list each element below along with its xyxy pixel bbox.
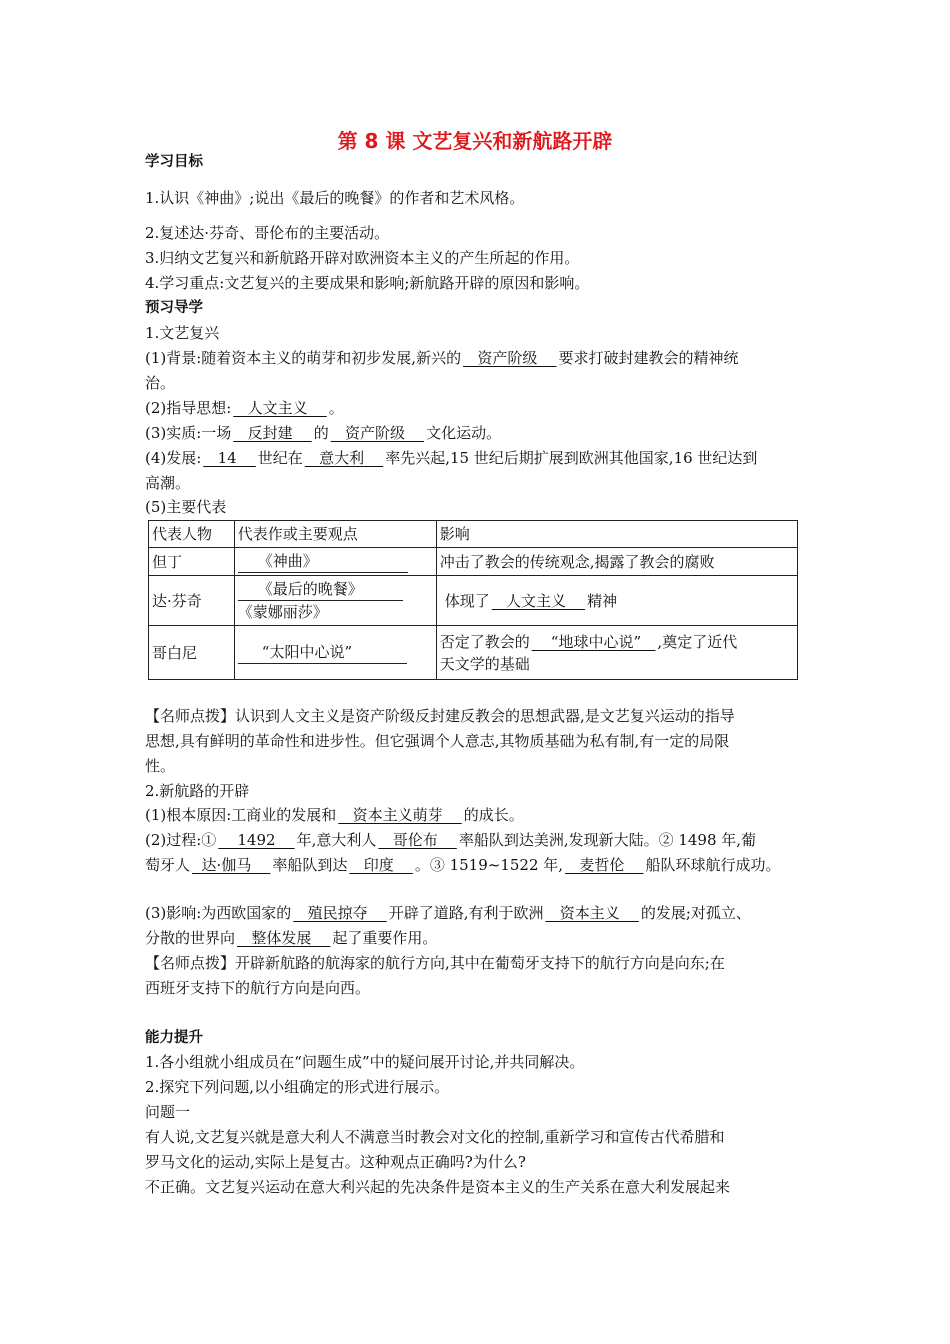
heading-ability-improvement: 能力提升: [145, 1030, 203, 1046]
answer-blank: 资产阶级: [330, 424, 425, 442]
renaissance-development-cont: 高潮。: [145, 474, 191, 492]
impact-text: 冲击了教会的传统观念,揭露了教会的腐败: [436, 548, 797, 576]
lesson-title: 第 8 课 文艺复兴和新航路开辟: [337, 129, 613, 153]
goal-item-3: 3.归纳文艺复兴和新航路开辟对欧洲资本主义的产生所起的作用。: [145, 249, 580, 267]
impact-text: 体现了 人文主义 精神: [436, 576, 797, 626]
representatives-table: [148, 520, 798, 680]
ability-item-1: 1.各小组就小组成员在“问题生成”中的疑问展开讨论,并共同解决。: [145, 1053, 585, 1071]
answer-text-line-1: 不正确。文艺复兴运动在意大利兴起的先决条件是资本主义的生产关系在意大利发展起来: [145, 1178, 731, 1196]
subheading-new-routes: 2.新航路的开辟: [145, 782, 250, 800]
teacher-tip-1-line-2: 思想,具有鲜明的革命性和进步性。但它强调个人意志,其物质基础为私有制,有一定的局限: [145, 732, 730, 750]
answer-blank: 资产阶级: [463, 349, 557, 367]
teacher-tip-1-line-1: 【名师点拨】认识到人文主义是资产阶级反封建反教会的思想武器,是文艺复兴运动的指导: [145, 707, 735, 725]
work-title: 《蒙娜丽莎》: [237, 603, 328, 621]
question-text-line-2: 罗马文化的运动,实际上是复古。这种观点正确吗?为什么?: [145, 1153, 526, 1171]
question-label: 问题一: [145, 1103, 191, 1121]
table-row: [149, 548, 798, 576]
answer-blank: 人文主义: [233, 399, 327, 417]
question-text-line-1: 有人说,文艺复兴就是意大利人不满意当时教会对文化的控制,重新学习和宣传古代希腊和: [145, 1128, 725, 1146]
answer-blank: 殖民掠夺: [293, 904, 387, 922]
answer-blank: 人文主义: [491, 591, 586, 610]
new-routes-process-line-2: 萄牙人 达·伽马 率船队到达 印度 。③ 1519~1522 年, 麦哲伦 船队环球航行成功。: [145, 856, 781, 874]
renaissance-guiding-thought: (2)指导思想: 人文主义 。: [145, 399, 344, 417]
person-name: 达·芬奇: [149, 576, 235, 626]
goal-item-4: 4.学习重点:文艺复兴的主要成果和影响;新航路开辟的原因和影响。: [145, 274, 590, 292]
answer-blank: 14: [203, 449, 256, 467]
table-header-row: [149, 521, 798, 548]
work-title: 《最后的晚餐》: [238, 578, 403, 601]
answer-blank: 1492: [218, 831, 295, 849]
answer-blank: 哥伦布: [378, 831, 457, 849]
new-routes-effect-line-1: (3)影响:为西欧国家的 殖民掠夺 开辟了道路,有利于欧洲 资本主义 的发展;对孤立、: [145, 904, 751, 922]
renaissance-essence: (3)实质:一场 反封建 的 资产阶级 文化运动。: [145, 424, 502, 442]
impact-text: 否定了教会的 “地球中心说” ,奠定了近代 天文学的基础: [436, 626, 797, 680]
teacher-tip-2-line-2: 西班牙支持下的航行方向是向西。: [145, 979, 371, 997]
answer-blank: 资本主义: [545, 904, 639, 922]
renaissance-background-cont: 治。: [145, 374, 176, 392]
person-name: 哥白尼: [149, 626, 235, 680]
table-header: 影响: [436, 521, 797, 548]
answer-blank: 意大利: [304, 449, 384, 467]
answer-blank: 资本主义萌芽: [338, 806, 462, 824]
answer-blank: 印度: [349, 856, 413, 874]
table-header: 代表作或主要观点: [234, 521, 436, 548]
representatives-label: (5)主要代表: [145, 498, 227, 516]
goal-item-2: 2.复述达·芬奇、哥伦布的主要活动。: [145, 224, 390, 242]
renaissance-background: (1)背景:随着资本主义的萌芽和初步发展,新兴的 资产阶级 要求打破封建教会的精神统: [145, 349, 739, 367]
teacher-tip-1-line-3: 性。: [145, 757, 176, 775]
table-row: [149, 626, 798, 680]
person-name: 但丁: [149, 548, 235, 576]
table-row: [149, 576, 798, 626]
heading-learning-goals: 学习目标: [145, 154, 203, 170]
heading-preview-guide: 预习导学: [145, 300, 203, 316]
answer-blank: 整体发展: [237, 929, 331, 947]
new-routes-cause: (1)根本原因:工商业的发展和 资本主义萌芽 的成长。: [145, 806, 524, 824]
goal-item-1: 1.认识《神曲》;说出《最后的晚餐》的作者和艺术风格。: [145, 189, 525, 207]
work-title: “太阳中心说”: [238, 641, 407, 664]
answer-blank: 达·伽马: [192, 856, 271, 874]
answer-blank: 反封建: [233, 424, 312, 442]
work-title: 《神曲》: [238, 550, 408, 573]
answer-blank: 麦哲伦: [565, 856, 644, 874]
teacher-tip-2-line-1: 【名师点拨】开辟新航路的航海家的航行方向,其中在葡萄牙支持下的航行方向是向东;在: [145, 954, 725, 972]
new-routes-process-line-1: (2)过程:① 1492 年,意大利人 哥伦布 率船队到达美洲,发现新大陆。② 1498 年,葡: [145, 831, 757, 849]
subheading-renaissance: 1.文艺复兴: [145, 324, 220, 342]
new-routes-effect-line-2: 分散的世界向 整体发展 起了重要作用。: [145, 929, 438, 947]
table-header: 代表人物: [149, 521, 235, 548]
ability-item-2: 2.探究下列问题,以小组确定的形式进行展示。: [145, 1078, 450, 1096]
renaissance-development: (4)发展: 14 世纪在 意大利 率先兴起,15 世纪后期扩展到欧洲其他国家,16 世纪达到: [145, 449, 758, 467]
answer-blank: “地球中心说”: [531, 632, 656, 651]
